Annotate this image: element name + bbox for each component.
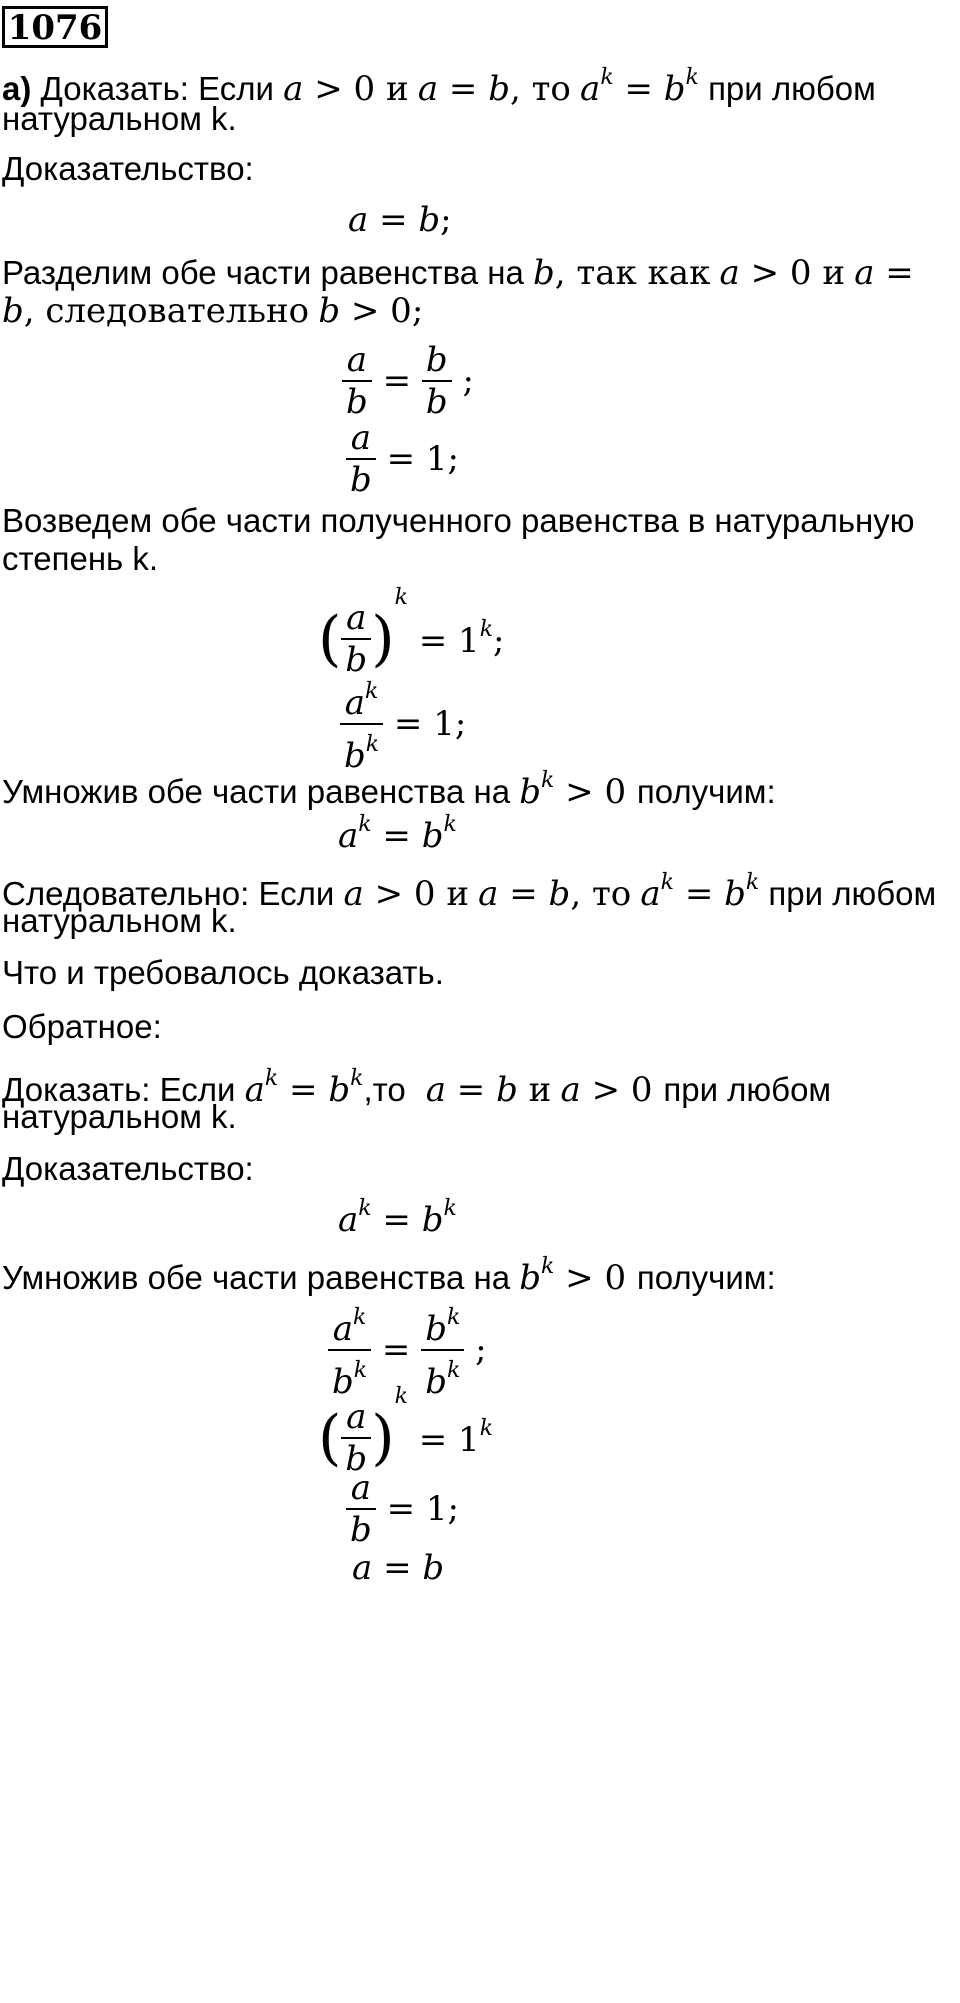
statement-line-2: натуральном k. bbox=[2, 100, 237, 137]
word-to-comma: ,то bbox=[363, 1071, 406, 1108]
following-word: следовательно bbox=[45, 291, 310, 331]
raise-line-1: Возведем обе части полученного равенства в натуральную bbox=[2, 502, 915, 539]
frac-num: a bbox=[342, 340, 372, 382]
formula-ak-eq-bk: $a^k = b^k$ bbox=[338, 812, 457, 856]
part-label: а) bbox=[2, 70, 32, 107]
formula-a-eq-b: a = b; bbox=[348, 200, 452, 240]
formula-a-over-b-eq-1-2: $\frac{a}{b}$ = 1; bbox=[346, 1468, 459, 1550]
formula-a-over-b-eq-b-over-b: $\frac{a}{b}$ = $\frac{b}{b}$ ; bbox=[342, 340, 474, 422]
multiply-suffix-2: получим: bbox=[636, 1259, 776, 1296]
hence-line-1: Следовательно: Если a > 0 и a = b, то $a^k = b^k$ при любом bbox=[2, 870, 937, 914]
frac-den: b bbox=[346, 382, 368, 422]
formula-ak-eq-bk-2: $a^k = b^k$ bbox=[338, 1196, 457, 1240]
hence-line-2: натуральном k. bbox=[2, 902, 237, 939]
statement-prefix: Доказать: Если bbox=[40, 70, 274, 107]
word-and-3: и bbox=[446, 874, 469, 914]
problem-number: 1076 bbox=[2, 6, 108, 48]
converse-prefix: Доказать: Если bbox=[2, 1071, 236, 1108]
multiply-line-2: Умножив обе части равенства на $b^k > 0$ получим: bbox=[2, 1254, 776, 1298]
converse-label: Обратное: bbox=[2, 1008, 162, 1045]
formula-a-eq-b-final: a = b bbox=[352, 1548, 445, 1588]
word-and-2: и bbox=[822, 253, 846, 293]
formula-power-k: ( $\frac{a}{b}$ )$k = 1^k$; bbox=[318, 585, 505, 680]
frac-num-2: b bbox=[422, 340, 452, 382]
raise-line-2: степень k. bbox=[2, 540, 159, 577]
converse-line-2: натуральном k. bbox=[2, 1098, 237, 1135]
statement-line-1: а) Доказать: Если a > 0 и a = b, то $a^k = b^k$ при любом bbox=[2, 65, 876, 109]
word-and-4: и bbox=[528, 1070, 552, 1110]
word-and: и bbox=[385, 69, 409, 109]
hence-prefix: Следовательно: Если bbox=[2, 875, 335, 912]
divide-line-1: Разделим обе части равенства на b, так как a > 0 и a = bbox=[2, 253, 914, 293]
multiply-text: Умножив обе части равенства на bbox=[2, 773, 511, 810]
pri-lyubom-2: при любом bbox=[768, 875, 937, 912]
formula-ak-over-bk-eq-bk-over-bk: $\frac{a^k}{b^k}$ = $\frac{b^k}{b^k}$ ; bbox=[328, 1298, 487, 1402]
word-to-2: то bbox=[591, 874, 632, 914]
converse-line-1: Доказать: Если $a^k = b^k,то$ a = b и a > 0 при любом bbox=[2, 1066, 832, 1110]
proof-label: Доказательство: bbox=[2, 150, 254, 187]
multiply-suffix: получим: bbox=[636, 773, 776, 810]
multiply-line: Умножив обе части равенства на $b^k > 0$ получим: bbox=[2, 768, 776, 812]
multiply-text-2: Умножив обе части равенства на bbox=[2, 1259, 511, 1296]
formula-ak-over-bk: $\frac{a^k}{b^k}$ = 1; bbox=[340, 672, 466, 776]
proof-label-2: Доказательство: bbox=[2, 1150, 254, 1187]
formula-power-k-2: ( $\frac{a}{b}$ )$k = 1^k$ bbox=[318, 1384, 494, 1479]
word-tak-kak: так как bbox=[576, 253, 711, 293]
pri-lyubom: при любом bbox=[708, 70, 876, 107]
formula-a-over-b-eq-1: $\frac{a}{b}$ = 1; bbox=[346, 418, 459, 500]
divide-line-2: b, следовательно b > 0; bbox=[2, 291, 424, 331]
frac-den-2: b bbox=[425, 382, 448, 422]
qed-line: Что и требовалось доказать. bbox=[2, 954, 444, 991]
word-to: то bbox=[531, 69, 571, 109]
pri-lyubom-3: при любом bbox=[663, 1071, 832, 1108]
divide-text: Разделим обе части равенства на bbox=[2, 254, 524, 291]
